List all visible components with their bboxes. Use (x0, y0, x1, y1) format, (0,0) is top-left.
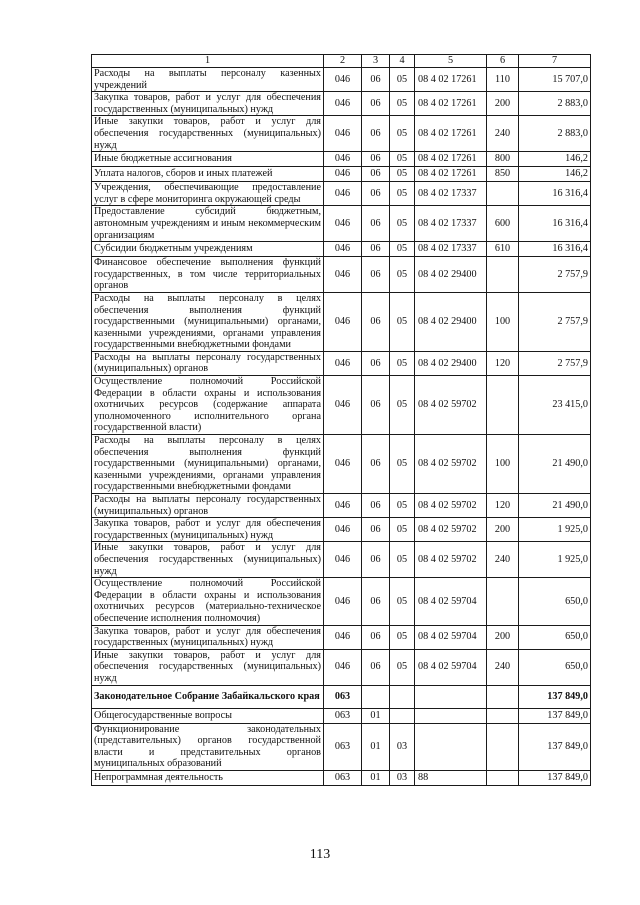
column-header: 3 (362, 55, 390, 68)
amount: 137 849,0 (519, 685, 591, 708)
amount: 1 925,0 (519, 542, 591, 578)
section-code: 06 (362, 542, 390, 578)
row-name: Учреждения, обеспечивающие предоставление услуг в сфере мониторинга окружающей среды (92, 182, 324, 206)
amount: 16 316,4 (519, 182, 591, 206)
section-code: 06 (362, 152, 390, 167)
row-name: Осуществление полномочий Российской Федерации в области охраны и использования охотничьих ресурсов (содержание аппарата уполномоченного исполнительного органа государственной власти) (92, 376, 324, 435)
amount: 2 883,0 (519, 92, 591, 116)
admin-code: 046 (324, 435, 362, 494)
expense-type-code: 610 (487, 242, 519, 257)
subsection-code: 05 (390, 542, 415, 578)
header-row (92, 55, 591, 68)
admin-code: 046 (324, 649, 362, 685)
table-row (92, 92, 591, 116)
table-row (92, 68, 591, 92)
amount: 15 707,0 (519, 68, 591, 92)
table-row (92, 206, 591, 242)
row-name: Закупка товаров, работ и услуг для обеспечения государственных (муниципальных) нужд (92, 518, 324, 542)
row-name: Расходы на выплаты персоналу в целях обеспечения выполнения функций государственными (муниципальными) органами, казенными учреждениями, органами управления государственными внебюджетными фондами (92, 292, 324, 351)
subsection-code: 05 (390, 116, 415, 152)
section-code: 01 (362, 708, 390, 723)
row-name: Расходы на выплаты персоналу государственных (муниципальных) органов (92, 494, 324, 518)
amount: 650,0 (519, 649, 591, 685)
column-header: 6 (487, 55, 519, 68)
admin-code: 046 (324, 351, 362, 375)
amount: 137 849,0 (519, 708, 591, 723)
row-name: Расходы на выплаты персоналу в целях обеспечения выполнения функций государственными (муниципальными) органами, казенными учреждениями, органами управления государственными внебюджетными фондами (92, 435, 324, 494)
subsection-code: 05 (390, 68, 415, 92)
target-article-code: 08 4 02 17261 (415, 152, 487, 167)
expense-type-code: 850 (487, 167, 519, 182)
section-code (362, 685, 390, 708)
target-article-code: 08 4 02 17261 (415, 92, 487, 116)
subsection-code: 05 (390, 242, 415, 257)
admin-code: 046 (324, 578, 362, 625)
section-code: 06 (362, 435, 390, 494)
subsection-code: 05 (390, 518, 415, 542)
subsection-code: 05 (390, 182, 415, 206)
row-name: Уплата налогов, сборов и иных платежей (92, 167, 324, 182)
row-name: Общегосударственные вопросы (92, 708, 324, 723)
table-row (92, 770, 591, 785)
amount: 650,0 (519, 578, 591, 625)
amount: 146,2 (519, 167, 591, 182)
subsection-code: 05 (390, 376, 415, 435)
expense-type-code: 120 (487, 351, 519, 375)
subsection-code (390, 708, 415, 723)
table-row (92, 625, 591, 649)
table-row (92, 518, 591, 542)
table-row (92, 723, 591, 770)
subsection-code (390, 685, 415, 708)
section-code: 06 (362, 625, 390, 649)
expense-type-code: 200 (487, 625, 519, 649)
amount: 1 925,0 (519, 518, 591, 542)
amount: 23 415,0 (519, 376, 591, 435)
admin-code: 046 (324, 206, 362, 242)
target-article-code: 08 4 02 17261 (415, 167, 487, 182)
admin-code: 046 (324, 494, 362, 518)
section-code: 06 (362, 376, 390, 435)
table-row (92, 376, 591, 435)
amount: 137 849,0 (519, 723, 591, 770)
subsection-code: 05 (390, 494, 415, 518)
amount: 2 757,9 (519, 292, 591, 351)
expense-type-code (487, 257, 519, 293)
subsection-code: 05 (390, 625, 415, 649)
table-row (92, 242, 591, 257)
admin-code: 046 (324, 257, 362, 293)
admin-code: 046 (324, 518, 362, 542)
amount: 2 757,9 (519, 351, 591, 375)
page-number: 113 (309, 847, 331, 862)
admin-code: 046 (324, 542, 362, 578)
row-name: Закупка товаров, работ и услуг для обеспечения государственных (муниципальных) нужд (92, 625, 324, 649)
row-name: Функционирование законодательных (представительных) органов государственной власти и представительных органов муниципальных образований (92, 723, 324, 770)
target-article-code: 08 4 02 59702 (415, 494, 487, 518)
expense-type-code: 110 (487, 68, 519, 92)
target-article-code (415, 685, 487, 708)
expense-type-code (487, 182, 519, 206)
row-name: Расходы на выплаты персоналу государственных (муниципальных) органов (92, 351, 324, 375)
section-code: 06 (362, 257, 390, 293)
expense-type-code: 100 (487, 292, 519, 351)
section-code: 06 (362, 292, 390, 351)
expense-type-code (487, 708, 519, 723)
table-body (92, 55, 591, 786)
section-code: 06 (362, 182, 390, 206)
row-name: Непрограммная деятельность (92, 770, 324, 785)
amount: 650,0 (519, 625, 591, 649)
target-article-code (415, 723, 487, 770)
subsection-code: 05 (390, 152, 415, 167)
subsection-code: 03 (390, 770, 415, 785)
section-code: 06 (362, 518, 390, 542)
section-code: 06 (362, 92, 390, 116)
table-row (92, 292, 591, 351)
target-article-code: 08 4 02 17261 (415, 116, 487, 152)
expense-type-code: 100 (487, 435, 519, 494)
table-row (92, 542, 591, 578)
row-name: Закупка товаров, работ и услуг для обеспечения государственных (муниципальных) нужд (92, 92, 324, 116)
admin-code: 046 (324, 167, 362, 182)
amount: 21 490,0 (519, 435, 591, 494)
amount: 2 757,9 (519, 257, 591, 293)
column-header: 4 (390, 55, 415, 68)
section-code: 06 (362, 494, 390, 518)
subsection-code: 05 (390, 578, 415, 625)
target-article-code (415, 708, 487, 723)
section-code: 06 (362, 206, 390, 242)
row-name: Субсидии бюджетным учреждениям (92, 242, 324, 257)
subsection-code: 05 (390, 257, 415, 293)
admin-code: 063 (324, 708, 362, 723)
target-article-code: 08 4 02 17261 (415, 68, 487, 92)
section-code: 06 (362, 116, 390, 152)
admin-code: 046 (324, 625, 362, 649)
subsection-code: 05 (390, 435, 415, 494)
target-article-code: 88 (415, 770, 487, 785)
section-code: 01 (362, 723, 390, 770)
budget-table (91, 54, 591, 786)
subsection-code: 05 (390, 351, 415, 375)
subsection-code: 05 (390, 92, 415, 116)
amount: 2 883,0 (519, 116, 591, 152)
amount: 16 316,4 (519, 206, 591, 242)
target-article-code: 08 4 02 17337 (415, 182, 487, 206)
table-row (92, 182, 591, 206)
admin-code: 063 (324, 723, 362, 770)
target-article-code: 08 4 02 59704 (415, 625, 487, 649)
table-row (92, 152, 591, 167)
target-article-code: 08 4 02 59702 (415, 518, 487, 542)
expense-type-code (487, 723, 519, 770)
table-row (92, 708, 591, 723)
admin-code: 046 (324, 68, 362, 92)
target-article-code: 08 4 02 29400 (415, 257, 487, 293)
target-article-code: 08 4 02 59702 (415, 542, 487, 578)
admin-code: 046 (324, 242, 362, 257)
admin-code: 046 (324, 92, 362, 116)
row-name: Законодательное Собрание Забайкальского края (92, 685, 324, 708)
subsection-code: 03 (390, 723, 415, 770)
table-row (92, 351, 591, 375)
expense-type-code: 240 (487, 116, 519, 152)
amount: 21 490,0 (519, 494, 591, 518)
subsection-code: 05 (390, 292, 415, 351)
admin-code: 063 (324, 685, 362, 708)
admin-code: 063 (324, 770, 362, 785)
target-article-code: 08 4 02 17337 (415, 206, 487, 242)
target-article-code: 08 4 02 29400 (415, 351, 487, 375)
amount: 137 849,0 (519, 770, 591, 785)
column-header: 5 (415, 55, 487, 68)
target-article-code: 08 4 02 17337 (415, 242, 487, 257)
table-row (92, 435, 591, 494)
column-header: 7 (519, 55, 591, 68)
section-code: 01 (362, 770, 390, 785)
expense-type-code: 240 (487, 649, 519, 685)
table-row (92, 494, 591, 518)
row-name: Иные закупки товаров, работ и услуг для обеспечения государственных (муниципальных) нужд (92, 542, 324, 578)
amount: 16 316,4 (519, 242, 591, 257)
row-name: Иные закупки товаров, работ и услуг для обеспечения государственных (муниципальных) нужд (92, 649, 324, 685)
target-article-code: 08 4 02 59702 (415, 435, 487, 494)
target-article-code: 08 4 02 59702 (415, 376, 487, 435)
expense-type-code: 240 (487, 542, 519, 578)
admin-code: 046 (324, 182, 362, 206)
table-row (92, 167, 591, 182)
section-code: 06 (362, 68, 390, 92)
row-name: Иные бюджетные ассигнования (92, 152, 324, 167)
row-name: Расходы на выплаты персоналу казенных учреждений (92, 68, 324, 92)
admin-code: 046 (324, 292, 362, 351)
section-code: 06 (362, 578, 390, 625)
table-row (92, 257, 591, 293)
subsection-code: 05 (390, 649, 415, 685)
expense-type-code: 600 (487, 206, 519, 242)
expense-type-code (487, 770, 519, 785)
section-code: 06 (362, 351, 390, 375)
row-name: Предоставление субсидий бюджетным, автономным учреждениям и иным некоммерческим организациям (92, 206, 324, 242)
table-row (92, 116, 591, 152)
target-article-code: 08 4 02 59704 (415, 578, 487, 625)
expense-type-code: 200 (487, 92, 519, 116)
admin-code: 046 (324, 116, 362, 152)
amount: 146,2 (519, 152, 591, 167)
admin-code: 046 (324, 376, 362, 435)
expense-type-code (487, 376, 519, 435)
admin-code: 046 (324, 152, 362, 167)
column-header: 1 (92, 55, 324, 68)
expense-type-code (487, 685, 519, 708)
subsection-code: 05 (390, 167, 415, 182)
table-row (92, 649, 591, 685)
row-name: Иные закупки товаров, работ и услуг для обеспечения государственных (муниципальных) нужд (92, 116, 324, 152)
table-row (92, 685, 591, 708)
target-article-code: 08 4 02 59704 (415, 649, 487, 685)
target-article-code: 08 4 02 29400 (415, 292, 487, 351)
section-code: 06 (362, 242, 390, 257)
expense-type-code: 120 (487, 494, 519, 518)
expense-type-code: 200 (487, 518, 519, 542)
table-row (92, 578, 591, 625)
section-code: 06 (362, 167, 390, 182)
expense-type-code: 800 (487, 152, 519, 167)
section-code: 06 (362, 649, 390, 685)
expense-type-code (487, 578, 519, 625)
column-header: 2 (324, 55, 362, 68)
row-name: Финансовое обеспечение выполнения функций государственных, в том числе территориальных органов (92, 257, 324, 293)
row-name: Осуществление полномочий Российской Федерации в области охраны и использования охотничьих ресурсов (материально-техническое обеспечение исполнения полномочия) (92, 578, 324, 625)
subsection-code: 05 (390, 206, 415, 242)
